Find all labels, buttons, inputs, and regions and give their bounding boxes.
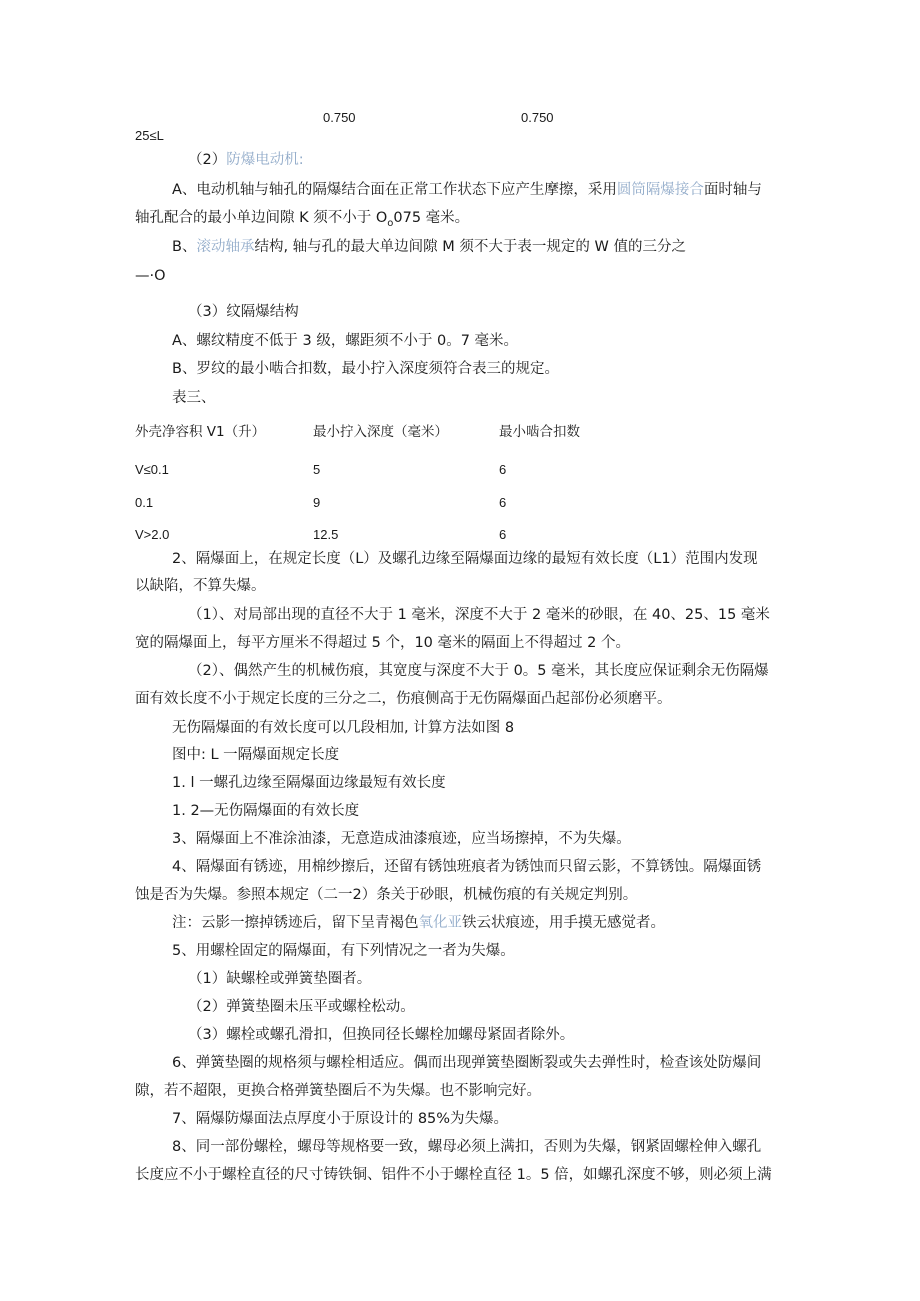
para-2a-text: A、电动机轴与轴孔的隔爆结合面在正常工作状态下应产生摩擦，采用 — [172, 182, 617, 198]
section-2-close: : — [298, 152, 304, 168]
table-row-3-depth: 12.5 — [313, 527, 339, 542]
note-text-start: 注：云影一擦掉锈迹后，留下呈青褐色 — [172, 915, 419, 931]
table-3-title: 表三、 — [172, 390, 216, 406]
table-header-threads: 最小啮合扣数 — [499, 424, 580, 440]
para-2a-line2 — [135, 208, 469, 234]
figure-legend-l: 图中: L 一隔爆面规定长度 — [172, 747, 340, 763]
table-row-1-depth: 5 — [313, 462, 321, 477]
table-row-1-volume: V≤0.1 — [135, 462, 169, 477]
table-row-2-threads: 6 — [499, 495, 507, 510]
para-5-1: （1）缺螺栓或弹簧垫圈者。 — [188, 971, 372, 987]
note-cloud-shadow — [172, 913, 665, 933]
condition-label: 25≤L — [135, 128, 164, 143]
note-text-end: 铁云状痕迹，用手摸无感觉者。 — [462, 915, 665, 931]
section-2-heading — [188, 150, 304, 170]
table-row-1-threads: 6 — [499, 462, 507, 477]
para-3b: B、罗纹的最小啮合扣数，最小拧入深度须符合表三的规定。 — [172, 361, 559, 377]
para-5: 5、用螺栓固定的隔爆面，有下列情况之一者为失爆。 — [172, 943, 515, 959]
table-row-3-volume: V>2.0 — [135, 527, 170, 542]
table-value-right: 0.750 — [521, 110, 554, 125]
para-3a: A、螺纹精度不低于 3 级，螺距须不小于 0。7 毫米。 — [172, 333, 519, 349]
section-2-open: （2） — [188, 152, 227, 168]
table-header-volume: 外壳净容积 V1（升） — [135, 424, 266, 440]
section-3-heading: （3）纹隔爆结构 — [188, 304, 299, 320]
para-2b-prefix: B、 — [172, 239, 197, 255]
motor-link[interactable]: 防爆电动机 — [226, 152, 299, 168]
table-value-left: 0.750 — [323, 110, 356, 125]
para-2-line2: 以缺陷，不算失爆。 — [135, 578, 266, 594]
para-2-1-line2: 宽的隔爆面上，每平方厘米不得超过 5 个，10 毫米的隔面上不得超过 2 个。 — [135, 635, 630, 651]
para-2a-line1 — [172, 180, 762, 200]
para-2b-text: 结构, 轴与孔的最大单边间隙 M 须不大于表一规定的 W 值的三分之 — [254, 239, 686, 255]
para-7: 7、隔爆防爆面法点厚度小于原设计的 85%为失爆。 — [172, 1111, 509, 1127]
cylinder-joint-link[interactable]: 圆筒隔爆接合 — [616, 182, 704, 198]
para-5-2: （2）弹簧垫圈未压平或螺栓松动。 — [188, 999, 415, 1015]
para-8-line1: 8、同一部份螺栓，螺母等规格要一致，螺母必须上满扣，否则为失爆，钢紧固螺栓伸入螺孔 — [172, 1139, 762, 1155]
para-2b-line2: —·O — [135, 268, 166, 284]
rolling-bearing-link[interactable]: 滚动轴承 — [196, 239, 255, 255]
para-2-line1: 2、隔爆面上，在规定长度（L）及螺孔边缘至隔爆面边缘的最短有效长度（L1）范围内发现 — [172, 551, 758, 567]
para-2a-sub: o — [387, 217, 394, 229]
table-row-3-threads: 6 — [499, 527, 507, 542]
para-2-2-line2: 面有效长度不小于规定长度的三分之二，伤痕侧高于无伤隔爆面凸起部份必须磨平。 — [135, 691, 672, 707]
para-2-2-line1: （2）、偶然产生的机械伤痕，其宽度与深度不大于 0。5 毫米，其长度应保证剩余无伤隔爆 — [188, 663, 769, 679]
para-8-line2: 长度应不小于螺栓直径的尺寸铸铁铜、铝件不小于螺栓直径 1。5 倍，如螺孔深度不够，则必须上满 — [135, 1167, 772, 1183]
table-header-depth: 最小拧入深度（毫米） — [313, 424, 448, 440]
para-6-line2: 隙，若不超限，更换合格弹簧垫圈后不为失爆。也不影响完好。 — [135, 1083, 541, 1099]
figure-legend-l1: 1. l 一螺孔边缘至隔爆面边缘最短有效长度 — [172, 775, 446, 791]
table-row-2-volume: 0.1 — [135, 495, 154, 510]
para-2a-unit: 075 毫米。 — [393, 210, 470, 226]
oxide-link[interactable]: 氧化亚 — [418, 915, 462, 931]
para-3: 3、隔爆面上不准涂油漆，无意造成油漆痕迹，应当场擦掉，不为失爆。 — [172, 831, 631, 847]
figure-legend-l2: 1. 2—无伤隔爆面的有效长度 — [172, 803, 360, 819]
note-effective-length: 无伤隔爆面的有效长度可以几段相加, 计算方法如图 8 — [172, 720, 515, 736]
para-2a-text-end: 面时轴与 — [703, 182, 762, 198]
para-6-line1: 6、弹簧垫圈的规格须与螺栓相适应。偶而出现弹簧垫圈断裂或失去弹性时，检查该处防爆间 — [172, 1055, 762, 1071]
para-2-1-line1: （1）、对局部出现的直径不大于 1 毫米，深度不大于 2 毫米的砂眼，在 40、25、15 毫米 — [188, 607, 770, 623]
table-row-2-depth: 9 — [313, 495, 321, 510]
para-2a-clearance: 轴孔配合的最小单边间隙 K 须不小于 O — [135, 210, 388, 226]
para-4-line1: 4、隔爆面有锈迹，用棉纱擦后，还留有锈蚀班痕者为锈蚀而只留云影，不算锈蚀。隔爆面锈 — [172, 859, 762, 875]
para-4-line2: 蚀是否为失爆。参照本规定（二一2）条关于砂眼，机械伤痕的有关规定判别。 — [135, 887, 638, 903]
para-2b-line1 — [172, 237, 686, 257]
para-5-3: （3）螺栓或螺孔滑扣，但换同径长螺栓加螺母紧固者除外。 — [188, 1027, 575, 1043]
